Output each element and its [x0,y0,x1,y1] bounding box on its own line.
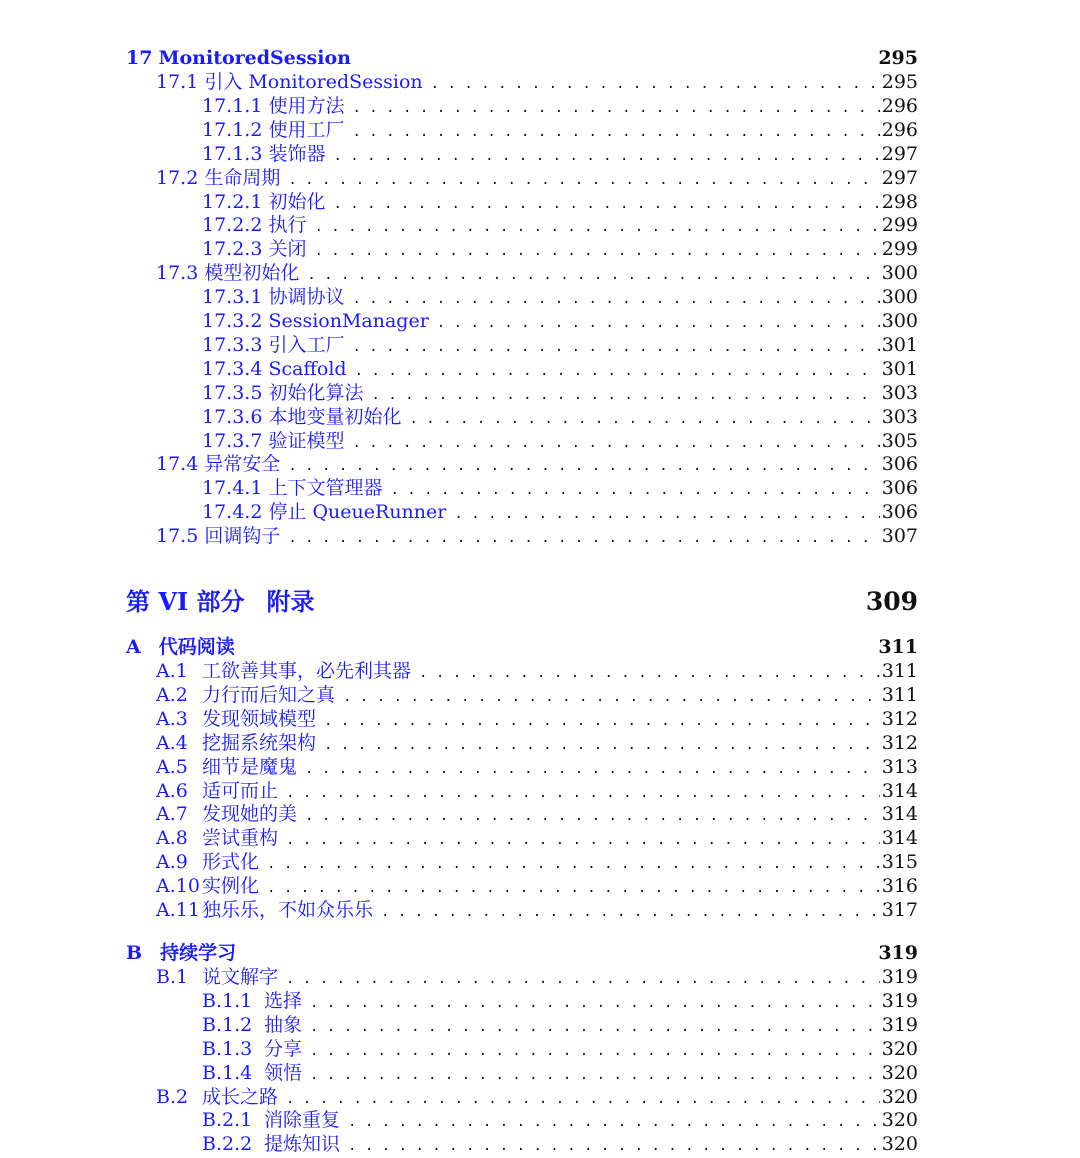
toc-entry[interactable] [202,357,918,381]
entry-page-number: 319 [881,989,918,1012]
appendix-letter: B [126,942,143,964]
toc-entry[interactable] [202,142,918,166]
toc-entry[interactable] [156,826,918,850]
dot-leader [390,478,879,502]
entry-title: SessionManager [268,310,429,332]
entry-page-number: 301 [881,333,918,356]
entry-title: 上下文管理器 [268,477,383,500]
entry-page-number: 296 [881,94,918,117]
toc-entry[interactable] [156,1085,918,1109]
entry-page-number: 320 [881,1133,918,1156]
dot-leader [454,502,879,526]
entry-page-number: 300 [881,262,918,285]
entry-title: 执行 [268,214,307,237]
entry-page-number: 312 [881,731,918,754]
entry-page-number: 306 [881,453,918,476]
entry-page-number: 319 [881,1013,918,1036]
entry-page-number: 296 [881,118,918,141]
toc-entry[interactable] [202,1013,918,1037]
toc-entry[interactable] [202,381,918,405]
entry-title: 异常安全 [204,453,281,476]
entry-title: 抽象 [264,1013,303,1036]
dot-leader [355,359,880,383]
toc-entry[interactable] [202,190,918,214]
entry-title: 力行而后知之真 [202,683,336,706]
entry-number: 17.2.1 [202,190,263,213]
dot-leader [352,287,879,311]
entry-page-number: 317 [881,899,918,921]
dot-leader [310,1063,880,1087]
entry-title: 装饰器 [268,142,326,165]
entry-page-number: 314 [881,803,918,826]
dot-leader [267,852,880,876]
appendix-title: 持续学习 [160,942,237,964]
entry-title: 提炼知识 [264,1133,341,1156]
entry-page-number: 298 [881,190,918,213]
dot-leader [310,991,880,1015]
entry-title: 初始化算法 [268,381,364,404]
entry-number: 17.1.1 [202,94,263,117]
entry-number: B.1 [156,966,189,988]
entry-number: B.1.1 [202,989,253,1012]
toc-entry[interactable] [156,874,918,898]
toc-entry[interactable] [202,1108,918,1132]
entry-title: 说文解字 [202,966,279,988]
toc-entry[interactable] [202,213,918,237]
dot-leader [348,1110,880,1134]
entry-number: A.6 [156,779,188,802]
entry-page-number: 320 [881,1109,918,1132]
toc-entry[interactable] [202,989,918,1013]
dot-leader [352,96,879,120]
entry-page-number: 300 [881,310,918,332]
toc-entry[interactable] [156,707,918,731]
dot-leader [324,733,880,757]
dot-leader [352,431,879,455]
dot-leader [307,263,879,287]
entry-page-number: 301 [881,357,918,380]
dot-leader [352,120,879,144]
entry-number: B.1.3 [202,1037,253,1060]
entry-number: 17.2 [156,166,199,189]
entry-number: 17.3.5 [202,381,263,404]
entry-title: 模型初始化 [204,262,300,285]
toc-entry[interactable] [202,476,918,500]
entry-title: 适可而止 [202,779,279,802]
dot-leader [348,1134,880,1158]
part-label: 第 VI 部分 [126,587,245,616]
entry-title: 关闭 [268,238,307,261]
toc-entry[interactable] [156,70,918,94]
chapter-page-number: 295 [878,47,918,69]
entry-page-number: 313 [881,755,918,778]
toc-entry[interactable] [156,524,918,548]
entry-page-number: 300 [881,286,918,309]
dot-leader [286,781,880,805]
entry-title: 使用方法 [268,94,345,117]
dot-leader [288,454,879,478]
dot-leader [286,1087,880,1111]
toc-entry[interactable] [156,898,918,922]
entry-page-number: 295 [881,71,918,93]
dot-leader [267,876,880,900]
entry-title: 验证模型 [268,429,345,452]
toc-entry[interactable] [202,285,918,309]
entry-title: 使用工厂 [268,118,345,141]
dot-leader [314,239,879,263]
entry-title: 挖掘系统架构 [202,731,317,754]
toc-entry[interactable] [202,237,918,261]
dot-leader [324,709,880,733]
dot-leader [419,661,880,685]
entry-title: 本地变量初始化 [268,405,402,428]
toc-entry[interactable] [156,850,918,874]
entry-title: 独乐乐，不如众乐乐 [202,899,374,921]
entry-title: 初始化 [268,190,326,213]
appendix-b-heading[interactable] [126,941,918,965]
entry-number: 17.3.4 [202,357,263,380]
entry-page-number: 314 [881,779,918,802]
toc-entry[interactable] [156,683,918,707]
toc-entry[interactable] [156,755,918,779]
toc-entry[interactable] [156,261,918,285]
chapter-title: MonitoredSession [158,47,351,69]
entry-title: 发现她的美 [202,803,298,826]
entry-number: A.10 [156,875,200,898]
entry-title: 分享 [264,1037,303,1060]
entry-title: 选择 [264,989,303,1012]
entry-page-number: 297 [881,166,918,189]
dot-leader [437,311,880,335]
entry-page-number: 315 [881,851,918,874]
part-page-number: 309 [865,587,918,616]
dot-leader [431,72,880,96]
entry-title: 形式化 [202,851,260,874]
entry-title: Scaffold [268,357,347,380]
toc-entry[interactable] [202,1132,918,1156]
appendix-title: 代码阅读 [158,636,235,658]
toc-entry[interactable] [202,118,918,142]
dot-leader [343,685,880,709]
toc-entry[interactable] [156,802,918,826]
dot-leader [286,828,880,852]
entry-page-number: 320 [881,1037,918,1060]
toc-entry[interactable] [202,94,918,118]
toc-entry[interactable] [202,429,918,453]
entry-title: 实例化 [202,875,260,898]
entry-number: B.1.4 [202,1061,253,1084]
entry-number: B.1.2 [202,1013,253,1036]
entry-title: 引入工厂 [268,333,345,356]
entry-page-number: 307 [881,525,918,548]
entry-page-number: 305 [881,429,918,452]
toc-entry[interactable] [202,333,918,357]
entry-title: 领悟 [264,1061,303,1084]
entry-page-number: 320 [881,1061,918,1084]
entry-page-number: 319 [881,966,918,988]
entry-number: 17.2.3 [202,238,263,261]
entry-number: 17.3.2 [202,310,263,332]
entry-number: B.2.1 [202,1109,253,1132]
entry-number: B.2.2 [202,1133,253,1156]
part-title: 附录 [266,587,315,616]
entry-number: A.1 [156,660,188,682]
entry-page-number: 311 [881,660,918,682]
entry-title: 工欲善其事，必先利其器 [202,660,412,682]
entry-number: 17.1.3 [202,142,263,165]
toc-entry[interactable] [156,659,918,683]
entry-number: A.8 [156,827,188,850]
dot-leader [333,192,879,216]
entry-title: 协调协议 [268,286,345,309]
toc-entry[interactable] [156,779,918,803]
appendix-page-number: 311 [878,636,918,658]
entry-page-number: 306 [881,477,918,500]
dot-leader [333,144,879,168]
entry-title: 引入 MonitoredSession [204,71,423,93]
chapter-number: 17 [126,47,153,69]
dot-leader [288,526,879,550]
entry-number: 17.4 [156,453,199,476]
dot-leader [286,967,880,991]
entry-title: 消除重复 [264,1109,341,1132]
dot-leader [381,900,880,924]
chapter-17-heading[interactable] [126,46,918,70]
toc-entry[interactable] [156,452,918,476]
entry-number: A.5 [156,755,188,778]
entry-number: 17.3.1 [202,286,263,309]
part-6-heading[interactable] [126,585,918,619]
entry-number: 17.4.2 [202,501,263,524]
dot-leader [310,1015,880,1039]
entry-title: 回调钩子 [204,525,281,548]
entry-page-number: 312 [881,707,918,730]
entry-number: 17.4.1 [202,477,263,500]
entry-title: 成长之路 [202,1085,279,1108]
entry-number: A.11 [156,899,200,921]
dot-leader [305,757,880,781]
toc-entry[interactable] [156,965,918,989]
entry-page-number: 303 [881,405,918,428]
appendix-letter: A [126,636,141,658]
entry-number: 17.3.3 [202,333,263,356]
toc-entry[interactable] [156,731,918,755]
entry-number: 17.3.7 [202,429,263,452]
entry-title: 停止 QueueRunner [268,501,447,524]
entry-title: 发现领域模型 [202,707,317,730]
entry-number: 17.5 [156,525,199,548]
entry-number: B.2 [156,1085,189,1108]
appendix-page-number: 319 [878,942,918,964]
entry-page-number: 306 [881,501,918,524]
entry-page-number: 314 [881,827,918,850]
toc-entry[interactable] [202,1061,918,1085]
entry-page-number: 297 [881,142,918,165]
entry-number: 17.1.2 [202,118,263,141]
dot-leader [288,168,879,192]
entry-number: A.7 [156,803,188,826]
toc-entry[interactable] [156,166,918,190]
toc-entry[interactable] [202,1037,918,1061]
entry-title: 细节是魔鬼 [202,755,298,778]
toc-entry[interactable] [202,405,918,429]
entry-number: A.4 [156,731,188,754]
entry-number: 17.2.2 [202,214,263,237]
entry-page-number: 299 [881,238,918,261]
dot-leader [310,1039,880,1063]
entry-title: 生命周期 [204,166,281,189]
entry-page-number: 303 [881,381,918,404]
dot-leader [371,383,879,407]
entry-page-number: 316 [881,875,918,898]
entry-page-number: 311 [881,683,918,706]
entry-number: A.3 [156,707,188,730]
dot-leader [352,335,879,359]
dot-leader [314,215,879,239]
entry-number: A.2 [156,683,188,706]
entry-page-number: 320 [881,1085,918,1108]
appendix-a-heading[interactable] [126,635,918,659]
entry-number: 17.3 [156,262,199,285]
entry-number: 17.3.6 [202,405,263,428]
entry-number: 17.1 [156,71,199,93]
entry-number: A.9 [156,851,188,874]
dot-leader [409,407,879,431]
entry-page-number: 299 [881,214,918,237]
entry-title: 尝试重构 [202,827,279,850]
dot-leader [305,804,880,828]
toc-entry[interactable] [202,500,918,524]
toc-entry[interactable] [202,309,918,333]
